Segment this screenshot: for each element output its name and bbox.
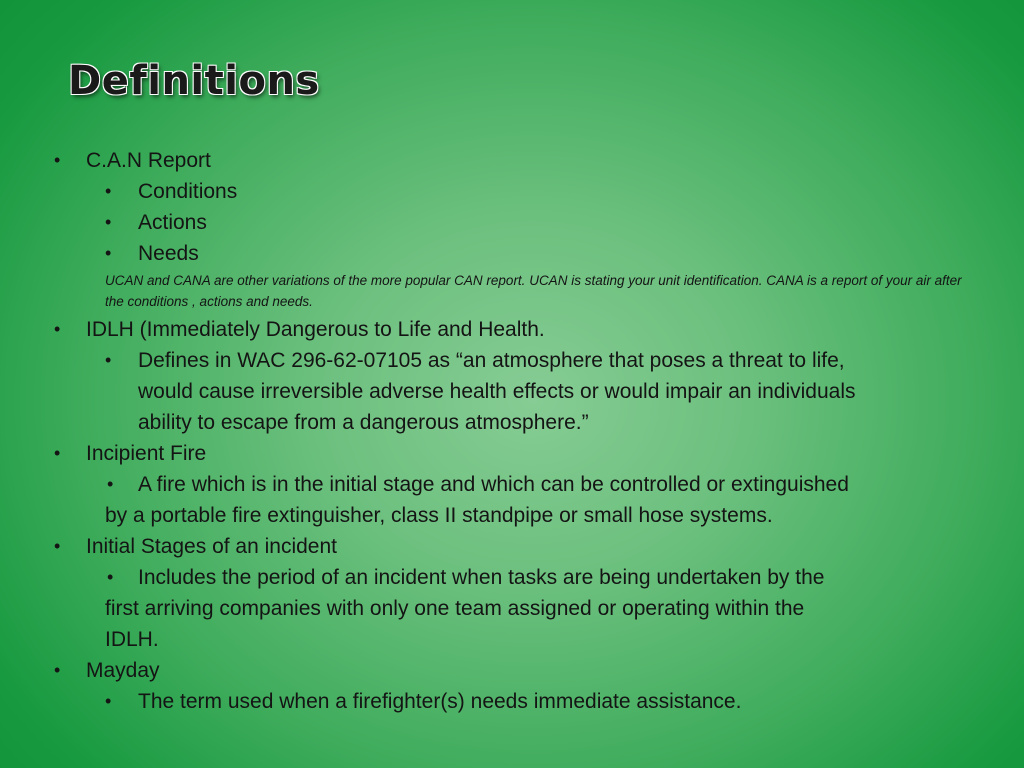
bullet-marker: •	[105, 691, 112, 711]
sub-bullet-conditions	[0, 176, 1024, 207]
bullet-text-line: IDLH.	[105, 628, 159, 651]
bullet-text: Mayday	[86, 659, 160, 682]
bullet-text: Needs	[138, 242, 199, 265]
sub-bullet-mayday-definition	[0, 686, 1024, 717]
bullet-marker: •	[54, 536, 61, 556]
bullet-incipient-fire	[0, 438, 1024, 469]
bullet-text-line: would cause irreversible adverse health effects or would impair an individuals	[138, 380, 856, 403]
bullet-text: Incipient Fire	[86, 442, 207, 465]
bullet-marker: •	[105, 350, 112, 370]
bullet-text-line: ability to escape from a dangerous atmosphere.”	[138, 411, 589, 434]
bullet-marker: •	[107, 567, 114, 587]
bullet-marker: •	[54, 660, 61, 680]
bullet-text: IDLH (Immediately Dangerous to Life and Health.	[86, 318, 545, 341]
sub-bullet-initial-stages-definition	[0, 562, 1024, 655]
sub-bullet-needs	[0, 238, 1024, 269]
sub-bullet-actions	[0, 207, 1024, 238]
bullet-marker: •	[105, 181, 112, 201]
bullet-text-line: first arriving companies with only one team assigned or operating within the	[105, 597, 805, 620]
bullet-idlh	[0, 314, 1024, 345]
bullet-marker: •	[107, 474, 114, 494]
bullet-text: The term used when a firefighter(s) needs immediate assistance.	[138, 690, 742, 713]
bullet-marker: •	[54, 150, 61, 170]
bullet-text: Initial Stages of an incident	[86, 535, 337, 558]
bullet-text-line: Defines in WAC 296-62-07105 as “an atmosphere that poses a threat to life,	[138, 349, 845, 372]
sub-bullet-idlh-definition	[0, 345, 1024, 438]
bullet-marker: •	[54, 319, 61, 339]
bullet-can-report	[0, 145, 1024, 176]
bullet-marker: •	[54, 443, 61, 463]
bullet-text-line: by a portable fire extinguisher, class II standpipe or small hose systems.	[105, 504, 773, 527]
sub-bullet-incipient-fire-definition	[0, 469, 1024, 531]
can-variations-note: UCAN and CANA are other variations of the more popular CAN report. UCAN is stating your unit identification. CANA is a report of your air after the conditions , actions and needs.	[105, 273, 962, 309]
bullet-marker: •	[105, 212, 112, 232]
bullet-text: Actions	[138, 211, 207, 234]
bullet-text-line: A fire which is in the initial stage and which can be controlled or extinguished	[138, 473, 849, 496]
bullet-mayday	[0, 655, 1024, 686]
bullet-text: Conditions	[138, 180, 238, 203]
definitions-list	[0, 145, 1024, 717]
slide-title: Definitions	[68, 58, 320, 104]
bullet-text-line: Includes the period of an incident when tasks are being undertaken by the	[138, 566, 825, 589]
bullet-initial-stages	[0, 531, 1024, 562]
bullet-marker: •	[105, 243, 112, 263]
bullet-text: C.A.N Report	[86, 149, 211, 172]
